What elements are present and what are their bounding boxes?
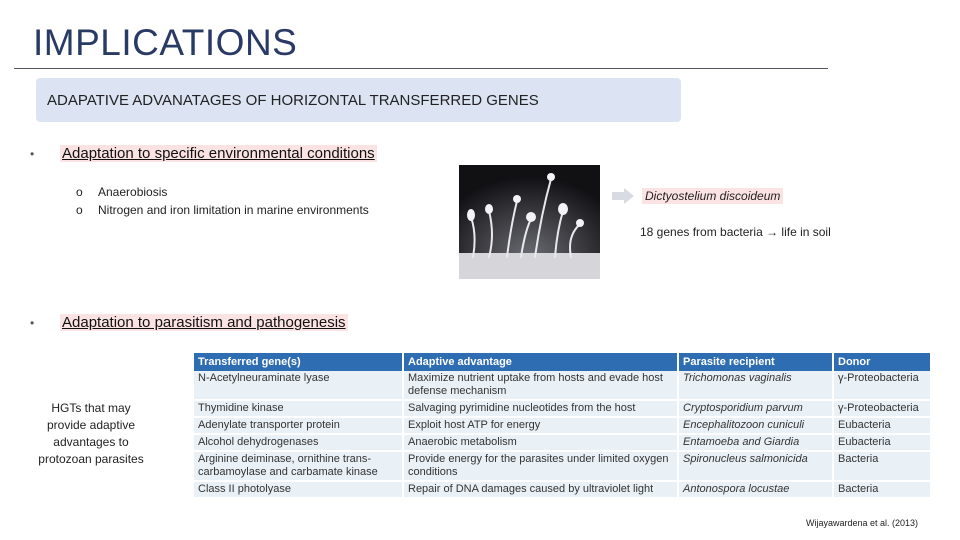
column-header: Transferred gene(s) [194,353,403,371]
table-cell: Eubacteria [833,434,931,451]
table-cell: Cryptosporidium parvum [678,400,833,417]
table-cell: Encephalitozoon cuniculi [678,417,833,434]
table-cell: Provide energy for the parasites under limited oxygen conditions [403,451,678,481]
table-cell: Salvaging pyrimidine nucleotides from the host [403,400,678,417]
banner-text: ADAPATIVE ADVANATAGES OF HORIZONTAL TRANSFERRED GENES [47,92,539,109]
table-cell: Class II photolyase [194,481,403,498]
dictyostelium-photo [459,165,600,279]
table-cell: Antonospora locustae [678,481,833,498]
table-side-caption: HGTs that may provide adaptive advantages to protozoan parasites [38,401,144,466]
column-header: Donor [833,353,931,371]
table-cell: Exploit host ATP for energy [403,417,678,434]
slide-title: IMPLICATIONS [33,22,298,63]
table-row [194,481,931,498]
table-cell: Eubacteria [833,417,931,434]
table-cell: Spironucleus salmonicida [678,451,833,481]
table-cell: Maximize nutrient uptake from hosts and evade host defense mechanism [403,371,678,400]
fruiting-bodies-illustration [459,165,600,279]
list-marker: o [76,203,83,217]
table-cell: Entamoeba and Giardia [678,434,833,451]
table-cell: Adenylate transporter protein [194,417,403,434]
table-cell: Thymidine kinase [194,400,403,417]
bullet-marker: • [30,147,35,161]
title-divider [14,68,828,69]
list-marker: o [76,185,83,199]
table-row [194,434,931,451]
table-cell: Repair of DNA damages caused by ultraviolet light [403,481,678,498]
list-item-text: Nitrogen and iron limitation in marine environments [98,203,369,217]
column-header: Adaptive advantage [403,353,678,371]
list-item-text: Anaerobiosis [98,185,168,199]
list-item [76,185,167,199]
table-cell: N-Acetylneuraminate lyase [194,371,403,400]
citation: Wijayawardena et al. (2013) [806,518,919,528]
table-cell: γ-Proteobacteria [833,400,931,417]
topic-banner [36,78,681,122]
table-row [194,451,931,481]
bullet-marker: • [30,316,35,330]
section-heading-parasitism: Adaptation to parasitism and pathogenesis [62,314,346,331]
table-cell: Anaerobic metabolism [403,434,678,451]
table-cell: Bacteria [833,451,931,481]
arrow-right-icon [612,188,634,209]
species-label: Dictyostelium discoideum [642,188,783,204]
genes-note: 18 genes from bacteria → life in soil [640,225,831,239]
table-cell: Trichomonas vaginalis [678,371,833,400]
table-cell: γ-Proteobacteria [833,371,931,400]
table-row [194,417,931,434]
table-row [194,371,931,400]
column-header: Parasite recipient [678,353,833,371]
table-header-row [194,353,931,371]
table-cell: Alcohol dehydrogenases [194,434,403,451]
table-cell: Arginine deiminase, ornithine trans-carbamoylase and carbamate kinase [194,451,403,481]
list-item [76,203,369,217]
table-row [194,400,931,417]
hgt-table [194,353,932,499]
section-heading-environment: Adaptation to specific environmental conditions [62,145,375,162]
table-cell: Bacteria [833,481,931,498]
